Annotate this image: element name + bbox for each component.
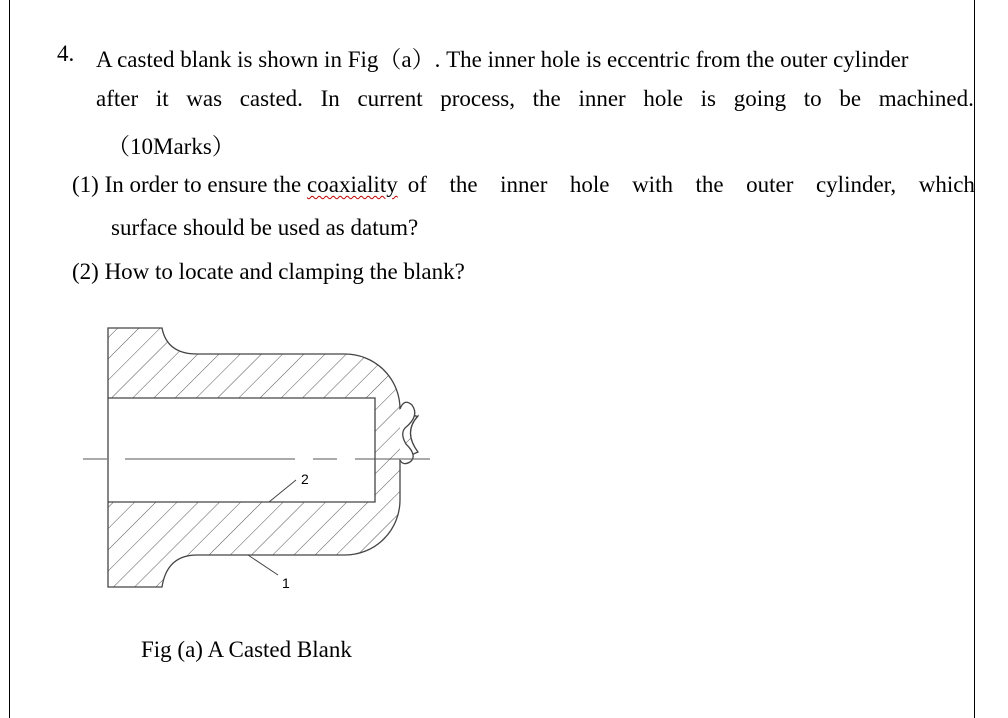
sub1-word: cylinder, xyxy=(815,172,897,197)
part-label-1: 1 xyxy=(282,575,290,591)
stem-word: it xyxy=(155,86,169,111)
stem-word: current xyxy=(357,86,423,111)
sub1-word: of xyxy=(407,172,427,197)
subquestion-2: (2) How to locate and clamping the blank? xyxy=(72,259,465,284)
stem-word: casted. xyxy=(239,86,303,111)
stem-word: inner xyxy=(578,86,626,111)
sub1-word: the xyxy=(695,172,724,197)
question-marks: （10Marks） xyxy=(107,134,235,159)
stem-word: machined. xyxy=(878,86,974,111)
subquestion-1-line2: surface should be used as datum? xyxy=(111,215,419,240)
part-label-2: 2 xyxy=(301,471,309,487)
sub1-word: with xyxy=(632,172,673,197)
sub1-word: inner xyxy=(500,172,548,197)
stem-word: process, xyxy=(440,86,515,111)
stem-word: was xyxy=(186,86,223,111)
question-stem-line1: A casted blank is shown in Fig（a）. The inner hole is eccentric from the outer cylinder xyxy=(96,47,909,72)
stem-word: In xyxy=(320,86,340,111)
stem-word: to xyxy=(803,86,822,111)
sub1-word: hole xyxy=(569,172,610,197)
figure-caption: Fig (a) A Casted Blank xyxy=(141,637,352,662)
sub1-word: which xyxy=(918,172,975,197)
question-number: 4. xyxy=(57,41,75,66)
sub1-word: the xyxy=(449,172,478,197)
stem-word: after xyxy=(96,86,139,111)
leader-2 xyxy=(269,480,296,502)
keyword-coaxiality: coaxiality xyxy=(307,172,398,197)
subquestion-1-prefix: (1) In order to ensure the xyxy=(72,172,308,197)
stem-word: is xyxy=(700,86,717,111)
sub1-word: outer xyxy=(746,172,794,197)
stem-word: be xyxy=(839,86,862,111)
stem-word: hole xyxy=(643,86,683,111)
blank-section xyxy=(108,328,418,587)
leader-1 xyxy=(248,555,278,575)
stem-word: the xyxy=(532,86,561,111)
stem-word: going xyxy=(733,86,787,111)
